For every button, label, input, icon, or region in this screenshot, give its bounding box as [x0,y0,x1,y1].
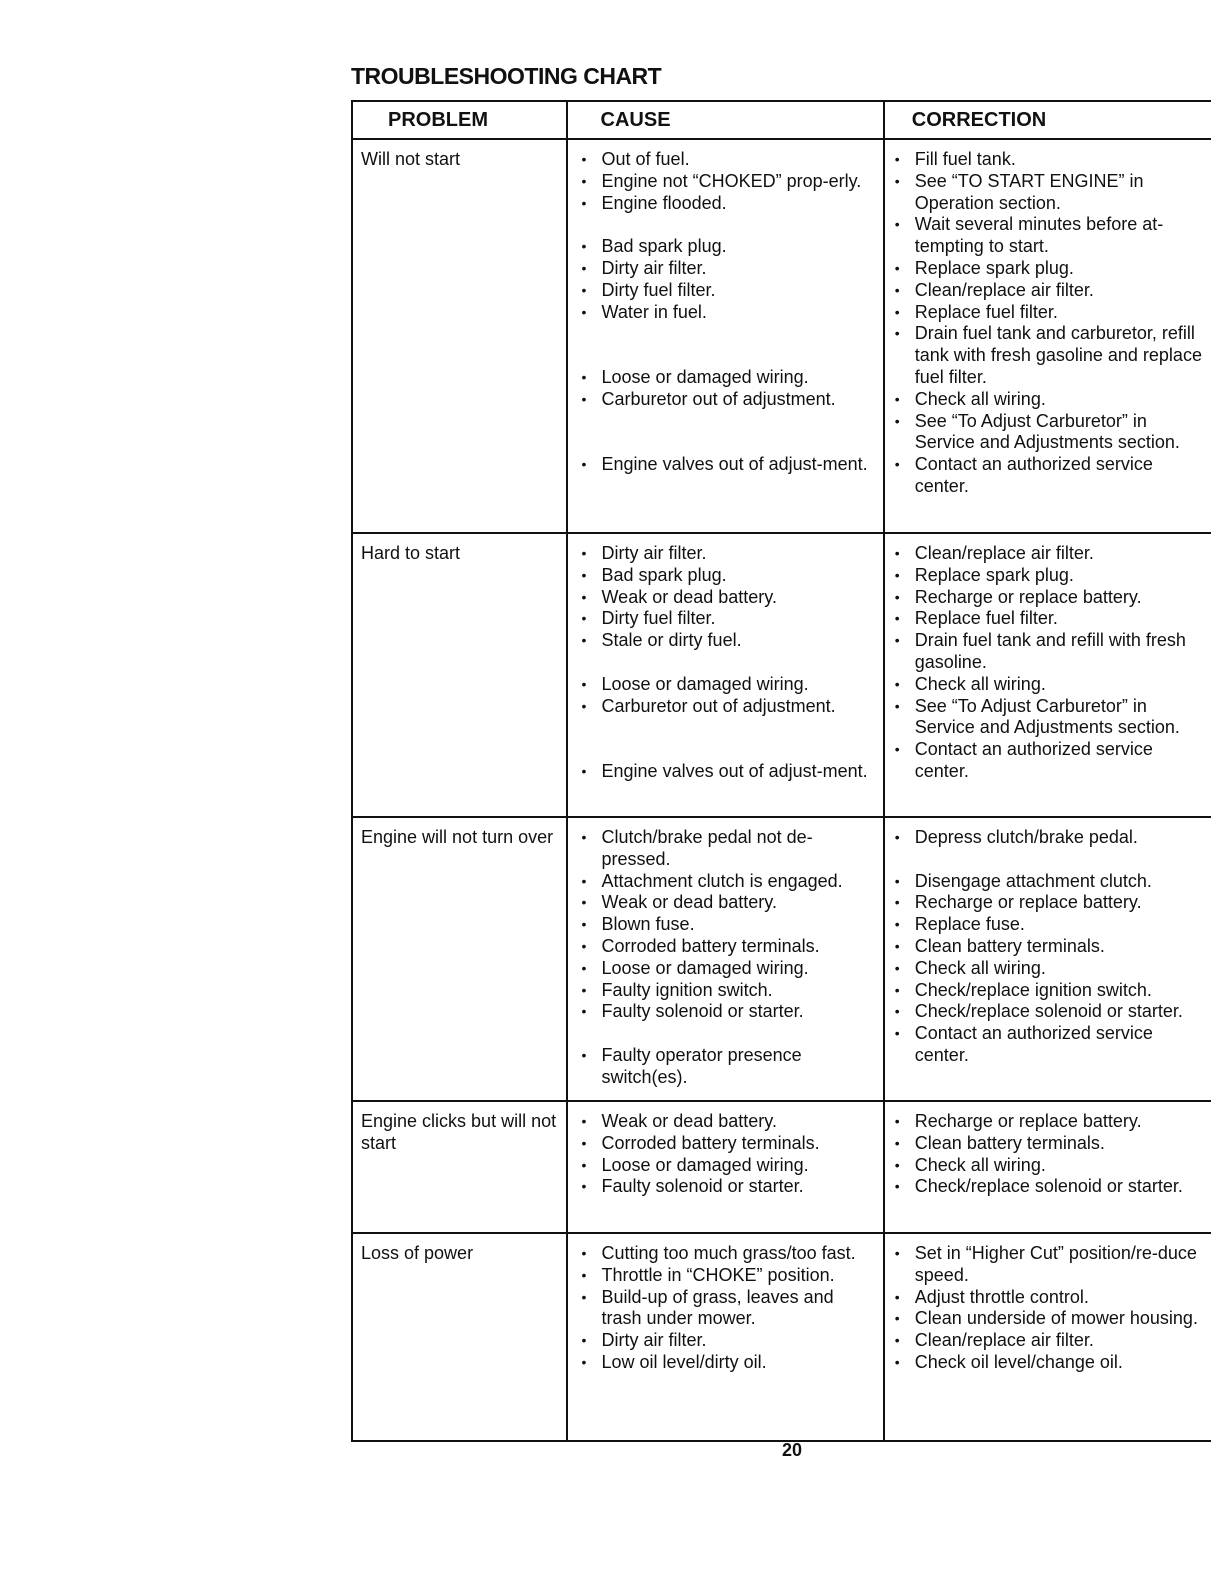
cause-item: • Loose or damaged wiring. [578,367,877,389]
cause-item: • Engine not “CHOKED” prop-erly. [578,171,877,193]
problem-cell: Engine will not turn over [353,818,568,1100]
header-cause: CAUSE [568,102,885,138]
cause-item: • Bad spark plug. [578,236,877,258]
cause-item: • Faulty solenoid or starter. [578,1001,877,1023]
table-row [351,1102,1211,1234]
correction-item: • Disengage attachment clutch. [891,871,1207,893]
cause-item: • Blown fuse. [578,914,877,936]
problem-cell: Hard to start [353,534,568,816]
cause-item: • Corroded battery terminals. [578,936,877,958]
cause-item: • Dirty air filter. [578,543,877,565]
correction-item: • Contact an authorized service center. [891,739,1207,783]
correction-item: • Replace spark plug. [891,565,1207,587]
cause-cell [568,534,885,816]
chart-title: TROUBLESHOOTING CHART [351,63,662,89]
table-row [351,140,1211,534]
correction-item: • See “To Adjust Carburetor” in Service and Adjustments section. [891,696,1207,740]
table-row [351,1234,1211,1442]
correction-item: • Check all wiring. [891,674,1207,696]
correction-item: • Recharge or replace battery. [891,587,1207,609]
correction-cell [885,1102,1211,1232]
correction-item: • Fill fuel tank. [891,149,1207,171]
correction-item: • Recharge or replace battery. [891,892,1207,914]
cause-item: • Weak or dead battery. [578,1111,877,1133]
correction-item: • Drain fuel tank and refill with fresh gasoline. [891,630,1207,674]
correction-item: • Check/replace solenoid or starter. [891,1001,1207,1023]
cause-cell [568,818,885,1100]
correction-cell [885,1234,1211,1440]
correction-item: • Depress clutch/brake pedal. [891,827,1207,849]
correction-item: • Set in “Higher Cut” position/re-duce speed. [891,1243,1207,1287]
cause-item: • Carburetor out of adjustment. [578,696,877,718]
cause-item: • Bad spark plug. [578,565,877,587]
correction-item: • See “To Adjust Carburetor” in Service and Adjustments section. [891,411,1207,455]
cause-item: • Dirty air filter. [578,258,877,280]
correction-item: • Check all wiring. [891,389,1207,411]
correction-item: • Clean underside of mower housing. [891,1308,1207,1330]
header-correction: CORRECTION [911,108,1047,131]
correction-cell [885,534,1211,816]
correction-item: • Clean/replace air filter. [891,543,1207,565]
cause-item: • Cutting too much grass/too fast. [578,1243,877,1265]
cause-item: • Engine flooded. [578,193,877,215]
cause-item: • Engine valves out of adjust-ment. [578,761,877,783]
troubleshooting-table [351,100,1211,1442]
table-row [351,818,1211,1102]
correction-item: • Clean battery terminals. [891,1133,1207,1155]
cause-item: • Carburetor out of adjustment. [578,389,877,411]
correction-item: • Contact an authorized service center. [891,1023,1207,1067]
correction-item: • Replace fuel filter. [891,302,1207,324]
correction-cell [885,818,1211,1100]
cause-item: • Loose or damaged wiring. [578,674,877,696]
cause-item: • Faulty ignition switch. [578,980,877,1002]
correction-item: • Clean battery terminals. [891,936,1207,958]
correction-item: • Replace spark plug. [891,258,1207,280]
cause-item: • Attachment clutch is engaged. [578,871,877,893]
cause-item: • Dirty air filter. [578,1330,877,1352]
header-problem: PROBLEM [353,102,568,138]
cause-item: • Throttle in “CHOKE” position. [578,1265,877,1287]
cause-item: • Low oil level/dirty oil. [578,1352,877,1374]
cause-cell [568,140,885,532]
cause-item: • Stale or dirty fuel. [578,630,877,652]
cause-item: • Faulty solenoid or starter. [578,1176,877,1198]
correction-item: • See “TO START ENGINE” in Operation section. [891,171,1207,215]
cause-item: • Faulty operator presence switch(es). [578,1045,877,1089]
cause-cell [568,1234,885,1440]
cause-item: • Corroded battery terminals. [578,1133,877,1155]
correction-item: • Check all wiring. [891,1155,1207,1177]
page-number: 20 [782,1440,803,1460]
correction-item: • Check/replace ignition switch. [891,980,1207,1002]
problem-cell: Engine clicks but will not start [353,1102,568,1232]
correction-item: • Wait several minutes before at-tempting to start. [891,214,1207,258]
cause-item: • Dirty fuel filter. [578,280,877,302]
cause-cell [568,1102,885,1232]
cause-item: • Out of fuel. [578,149,877,171]
problem-cell: Loss of power [353,1234,568,1440]
problem-cell: Will not start [353,140,568,532]
table-row [351,534,1211,818]
correction-item: • Check all wiring. [891,958,1207,980]
table-header [351,102,1211,140]
correction-item: • Check/replace solenoid or starter. [891,1176,1207,1198]
correction-item: • Check oil level/change oil. [891,1352,1207,1374]
cause-item: • Weak or dead battery. [578,587,877,609]
cause-item: • Water in fuel. [578,302,877,324]
cause-item: • Weak or dead battery. [578,892,877,914]
cause-item: • Engine valves out of adjust-ment. [578,454,877,476]
correction-item: • Drain fuel tank and carburetor, refill tank with fresh gasoline and replace fuel filter. [891,323,1207,388]
cause-item: • Loose or damaged wiring. [578,1155,877,1177]
cause-item: • Clutch/brake pedal not de-pressed. [578,827,877,871]
correction-item: • Replace fuel filter. [891,608,1207,630]
cause-item: • Dirty fuel filter. [578,608,877,630]
cause-item: • Loose or damaged wiring. [578,958,877,980]
correction-item: • Recharge or replace battery. [891,1111,1207,1133]
cause-item: • Build-up of grass, leaves and trash under mower. [578,1287,877,1331]
correction-item: • Replace fuse. [891,914,1207,936]
correction-item: • Clean/replace air filter. [891,1330,1207,1352]
correction-cell [885,140,1211,532]
correction-item: • Contact an authorized service center. [891,454,1207,498]
correction-item: • Clean/replace air filter. [891,280,1207,302]
correction-item: • Adjust throttle control. [891,1287,1207,1309]
